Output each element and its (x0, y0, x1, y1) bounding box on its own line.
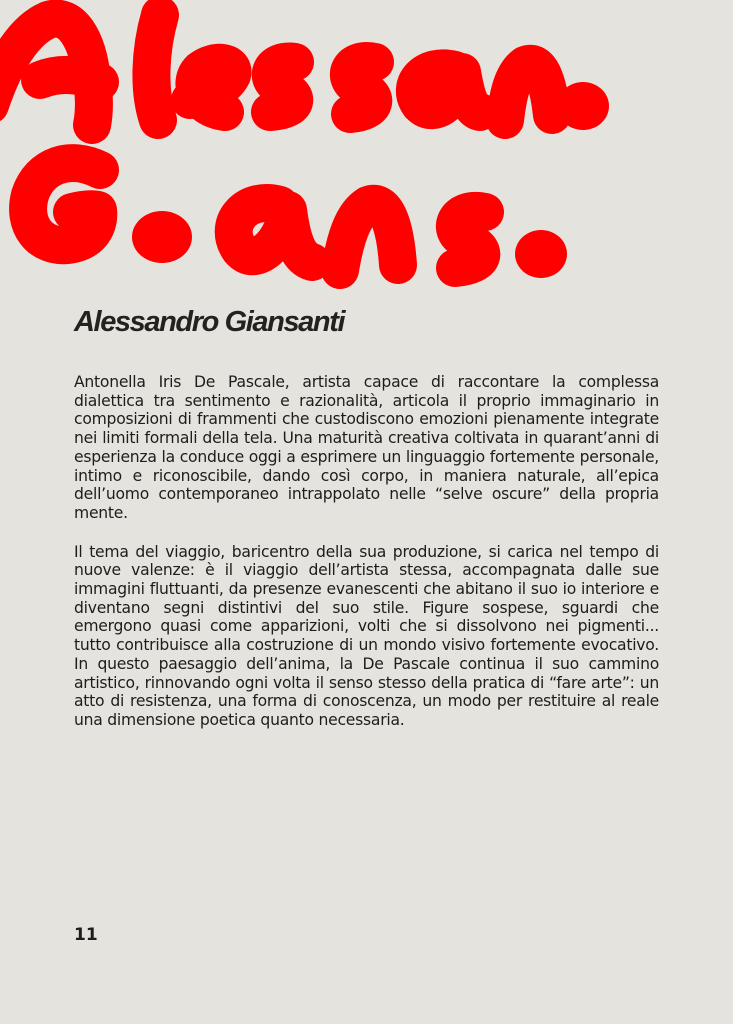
page-title: Alessandro Giansanti (74, 306, 345, 338)
paragraph-2: Il tema del viaggio, baricentro della sua produzione, si carica nel tempo di nuove valenze: è il viaggio dell’artista stessa, accompagnata dalle sue immagini fluttuanti, da presenze evanescenti che abitano il suo io interiore e diventano segni distintivi del suo stile. Figure sospese, sguardi che emergono quasi come apparizioni, volti che si dissolvono nei pigmenti... tutto contribuisce alla costruzione di un mondo visivo fortemente evocativo. In questo paesaggio dell’anima, la De Pascale continua il suo cammino artistico, rinnovando ogni volta il senso stesso della pratica di “fare arte”: un atto di resistenza, una forma di conoscenza, un modo per restituire al reale una dimensione poetica quanto necessaria. (74, 542, 659, 729)
logo-graphic (0, 0, 733, 310)
paragraph-1: Antonella Iris De Pascale, artista capace di raccontare la complessa dialettica tra sentimento e razionalità, articola il proprio immaginario in composizioni di frammenti che custodiscono emozioni pienamente integrate nei limiti formali della tela. Una maturità creativa coltivata in quarant’anni di esperienza la conduce oggi a esprimere un linguaggio fortemente personale, intimo e riconoscibile, dando così corpo, in maniera naturale, all’epica dell’uomo contemporaneo intrappolato nelle “selve oscure” della propria mente. (74, 373, 659, 522)
page-number: 11 (74, 925, 98, 945)
logo-strokes (0, 15, 552, 270)
body-text (74, 373, 659, 750)
